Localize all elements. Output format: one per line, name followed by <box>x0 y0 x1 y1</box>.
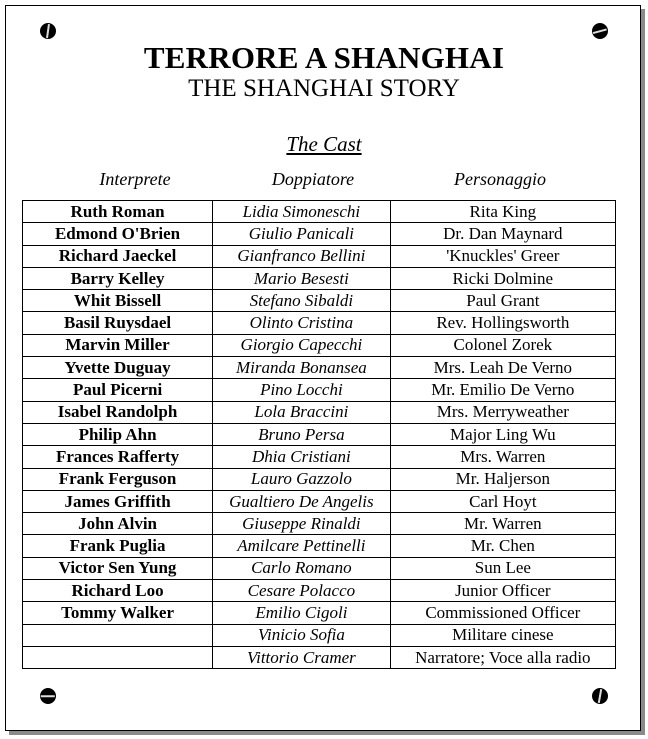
table-row <box>23 535 616 557</box>
cell-doppiatore: Giuseppe Rinaldi <box>213 513 391 535</box>
cell-interprete: Isabel Randolph <box>23 401 213 423</box>
cell-personaggio: Mr. Warren <box>390 513 615 535</box>
cell-personaggio: Ricki Dolmine <box>390 267 615 289</box>
page-subtitle: THE SHANGHAI STORY <box>188 75 460 102</box>
cell-personaggio: Militare cinese <box>390 624 615 646</box>
cell-personaggio: 'Knuckles' Greer <box>390 245 615 267</box>
cell-personaggio: Major Ling Wu <box>390 423 615 445</box>
cell-doppiatore: Pino Locchi <box>213 379 391 401</box>
screw-icon <box>592 23 608 39</box>
table-row <box>23 580 616 602</box>
cell-personaggio: Mr. Chen <box>390 535 615 557</box>
screw-icon <box>592 688 608 704</box>
cell-interprete: Ruth Roman <box>23 201 213 223</box>
table-row <box>23 290 616 312</box>
cell-doppiatore: Cesare Polacco <box>213 580 391 602</box>
cell-interprete: Edmond O'Brien <box>23 223 213 245</box>
table-row <box>23 401 616 423</box>
column-header-personaggio: Personaggio <box>454 169 546 189</box>
table-row <box>23 312 616 334</box>
screw-icon <box>40 23 56 39</box>
cell-interprete: James Griffith <box>23 490 213 512</box>
cell-interprete: Yvette Duguay <box>23 357 213 379</box>
cell-personaggio: Mr. Haljerson <box>390 468 615 490</box>
cell-personaggio: Rev. Hollingsworth <box>390 312 615 334</box>
cell-doppiatore: Amilcare Pettinelli <box>213 535 391 557</box>
cell-personaggio: Commissioned Officer <box>390 602 615 624</box>
cell-doppiatore: Dhia Cristiani <box>213 446 391 468</box>
cell-doppiatore: Emilio Cigoli <box>213 602 391 624</box>
cell-interprete: Basil Ruysdael <box>23 312 213 334</box>
cell-interprete: John Alvin <box>23 513 213 535</box>
cell-doppiatore: Olinto Cristina <box>213 312 391 334</box>
cell-doppiatore: Miranda Bonansea <box>213 357 391 379</box>
section-heading-text: The Cast <box>286 132 362 156</box>
table-row <box>23 490 616 512</box>
cell-doppiatore: Bruno Persa <box>213 423 391 445</box>
cell-doppiatore: Mario Besesti <box>213 267 391 289</box>
table-row <box>23 223 616 245</box>
cell-doppiatore: Giorgio Capecchi <box>213 334 391 356</box>
table-row <box>23 468 616 490</box>
column-header-doppiatore: Doppiatore <box>271 169 355 189</box>
cell-interprete: Richard Jaeckel <box>23 245 213 267</box>
cell-interprete: Marvin Miller <box>23 334 213 356</box>
table-row <box>23 423 616 445</box>
table-row <box>23 201 616 223</box>
cell-doppiatore: Giulio Panicali <box>213 223 391 245</box>
table-row <box>23 267 616 289</box>
section-heading <box>0 132 648 157</box>
cell-doppiatore: Carlo Romano <box>213 557 391 579</box>
cell-interprete: Richard Loo <box>23 580 213 602</box>
table-row <box>23 646 616 668</box>
table-row <box>23 357 616 379</box>
cell-personaggio: Junior Officer <box>390 580 615 602</box>
cell-personaggio: Mr. Emilio De Verno <box>390 379 615 401</box>
cell-personaggio: Mrs. Warren <box>390 446 615 468</box>
screw-icon <box>40 688 56 704</box>
table-row <box>23 446 616 468</box>
cast-table <box>22 200 616 669</box>
cell-doppiatore: Gianfranco Bellini <box>213 245 391 267</box>
column-header-interprete: Interprete <box>99 169 171 189</box>
cell-interprete: Victor Sen Yung <box>23 557 213 579</box>
cell-interprete: Tommy Walker <box>23 602 213 624</box>
cell-interprete: Frank Puglia <box>23 535 213 557</box>
table-row <box>23 513 616 535</box>
cell-doppiatore: Lidia Simoneschi <box>213 201 391 223</box>
page-title: TERRORE A SHANGHAI <box>143 40 505 75</box>
cell-personaggio: Sun Lee <box>390 557 615 579</box>
cell-personaggio: Paul Grant <box>390 290 615 312</box>
cell-personaggio: Narratore; Voce alla radio <box>390 646 615 668</box>
cell-interprete: Whit Bissell <box>23 290 213 312</box>
table-row <box>23 245 616 267</box>
cell-interprete <box>23 624 213 646</box>
cell-doppiatore: Gualtiero De Angelis <box>213 490 391 512</box>
cell-interprete: Frances Rafferty <box>23 446 213 468</box>
cell-interprete: Paul Picerni <box>23 379 213 401</box>
cell-interprete <box>23 646 213 668</box>
cell-doppiatore: Vinicio Sofia <box>213 624 391 646</box>
cell-personaggio: Mrs. Leah De Verno <box>390 357 615 379</box>
table-row <box>23 624 616 646</box>
cell-interprete: Barry Kelley <box>23 267 213 289</box>
cell-personaggio: Mrs. Merryweather <box>390 401 615 423</box>
cell-doppiatore: Stefano Sibaldi <box>213 290 391 312</box>
cell-doppiatore: Vittorio Cramer <box>213 646 391 668</box>
cell-personaggio: Dr. Dan Maynard <box>390 223 615 245</box>
table-row <box>23 379 616 401</box>
cell-interprete: Philip Ahn <box>23 423 213 445</box>
cell-doppiatore: Lola Braccini <box>213 401 391 423</box>
cell-personaggio: Colonel Zorek <box>390 334 615 356</box>
cell-doppiatore: Lauro Gazzolo <box>213 468 391 490</box>
cell-interprete: Frank Ferguson <box>23 468 213 490</box>
cell-personaggio: Carl Hoyt <box>390 490 615 512</box>
table-row <box>23 557 616 579</box>
table-row <box>23 602 616 624</box>
cell-personaggio: Rita King <box>390 201 615 223</box>
table-row <box>23 334 616 356</box>
